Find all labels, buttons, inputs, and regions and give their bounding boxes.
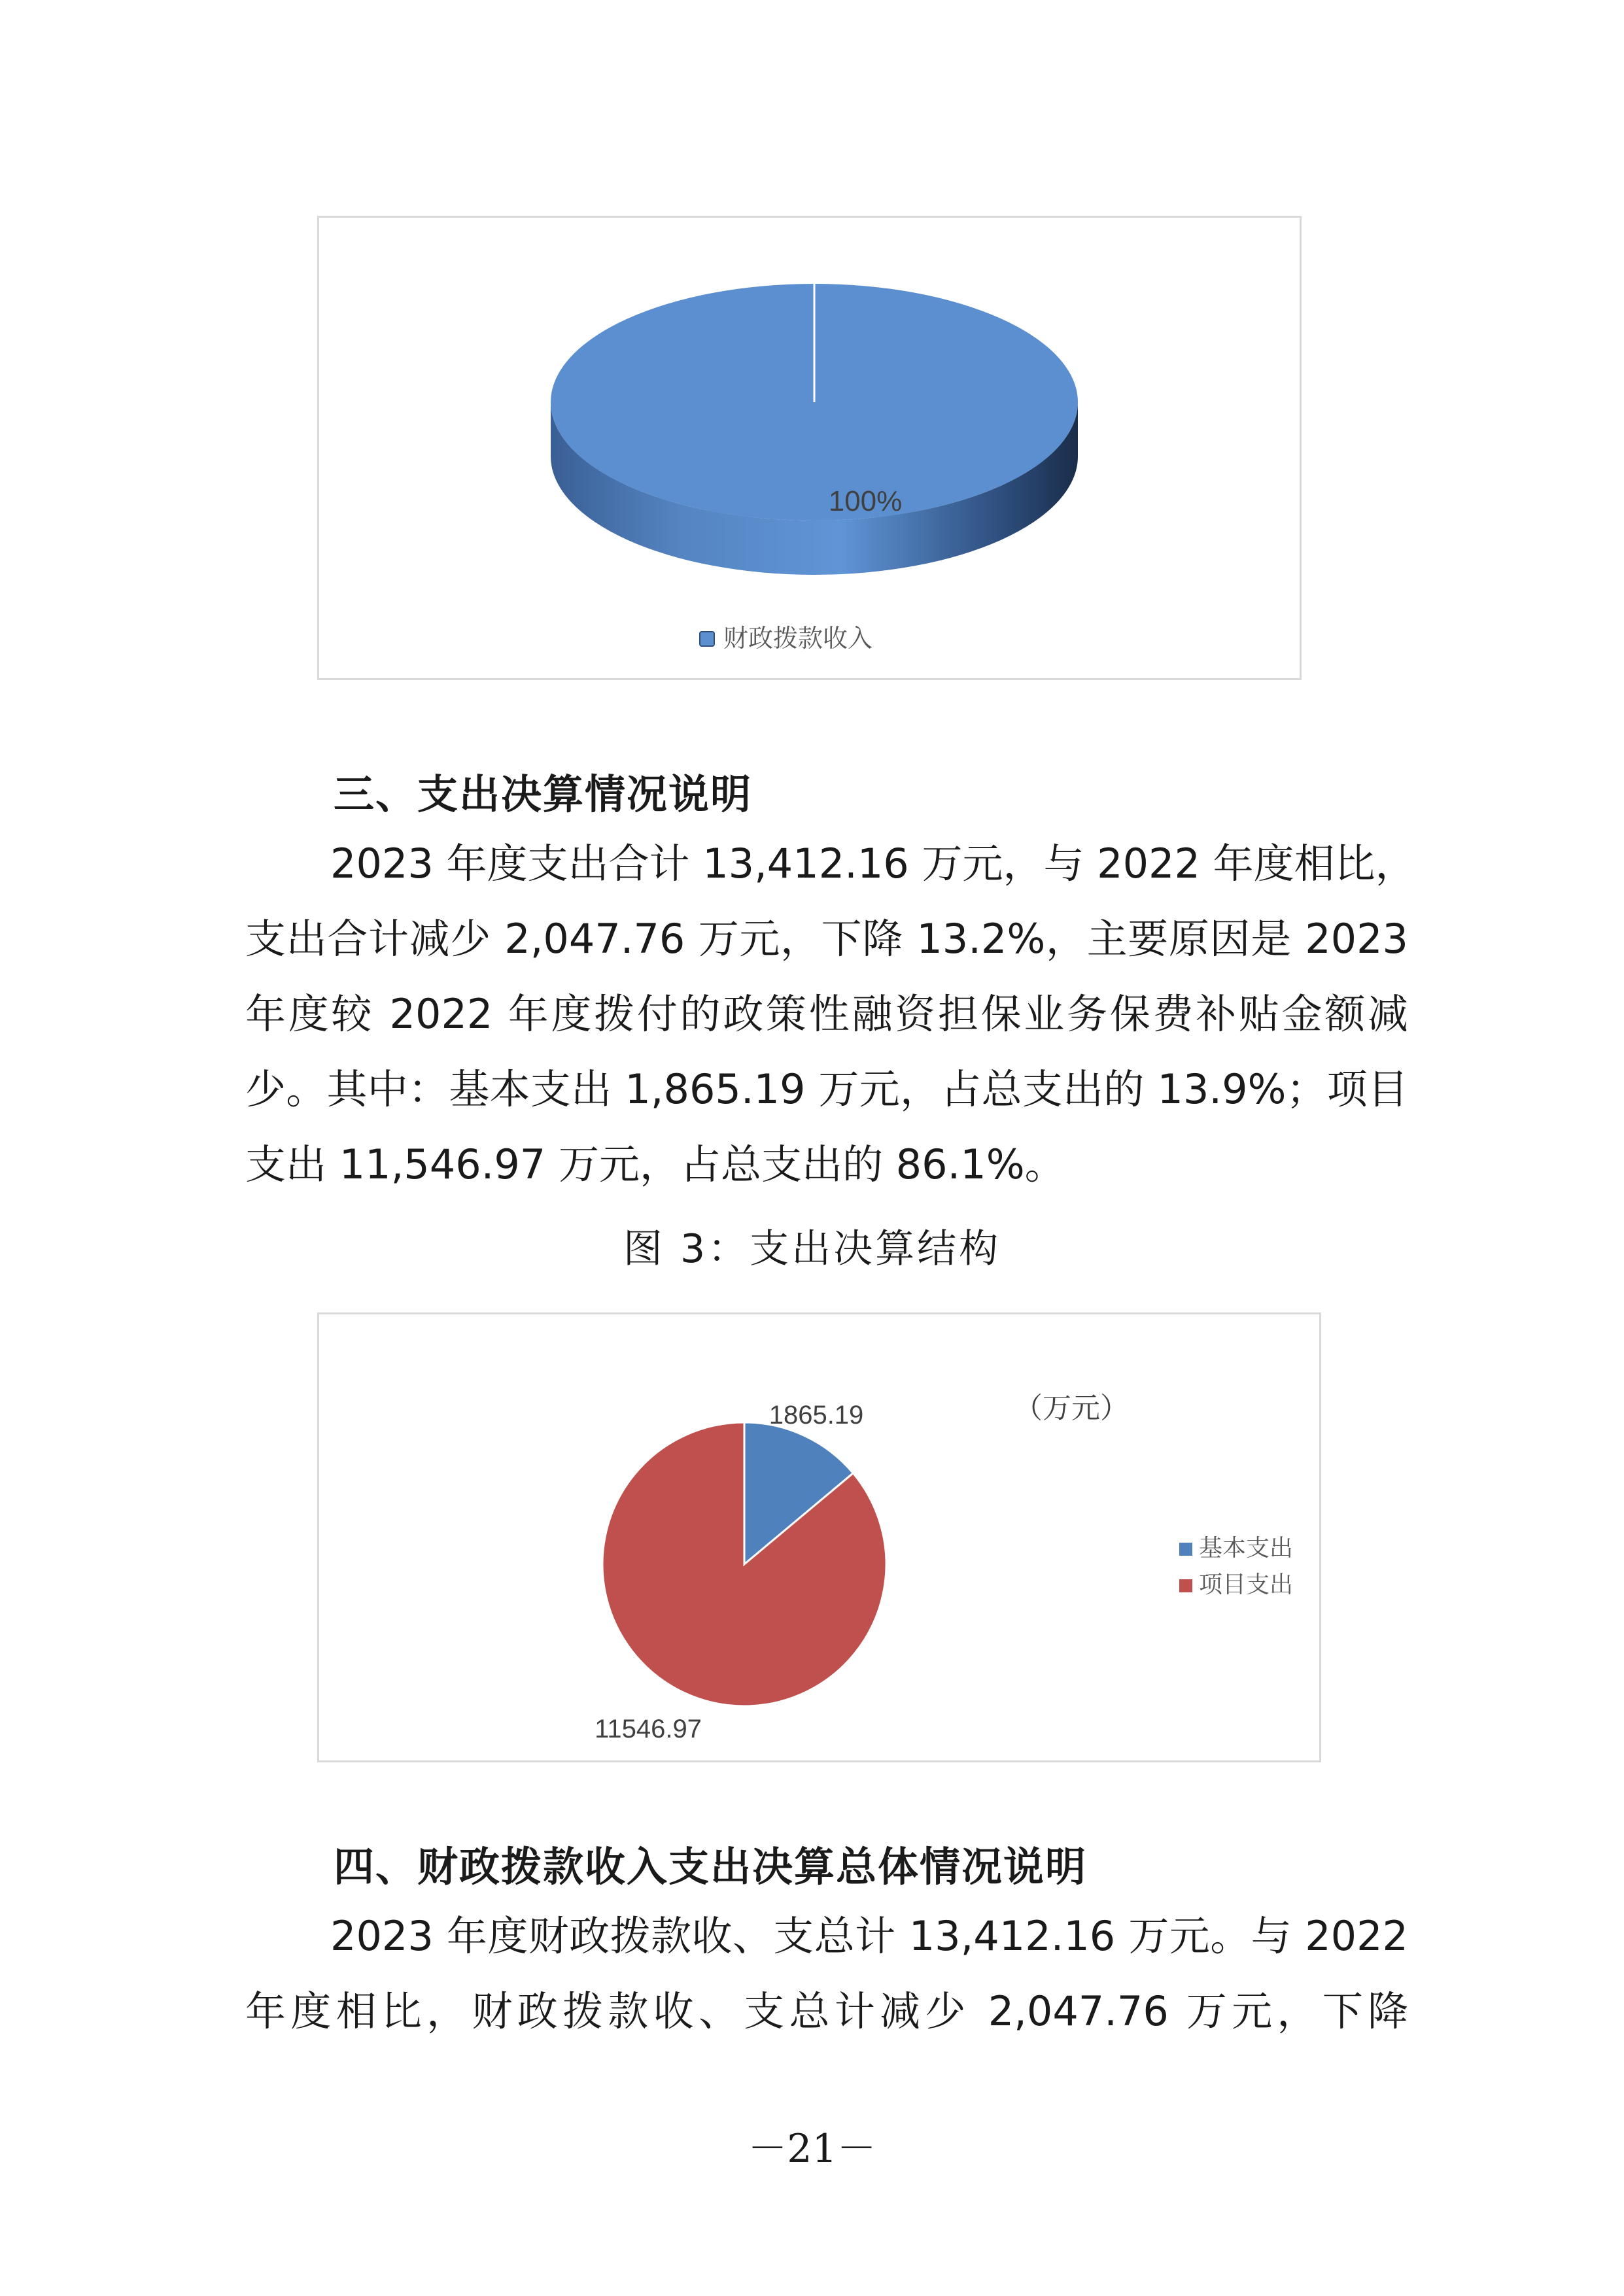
unit-note: （万元） xyxy=(1014,1392,1129,1425)
page-number: －21－ xyxy=(748,2126,876,2172)
legend-swatch xyxy=(700,632,714,646)
section3-line: 支出合计减少 2,047.76 万元，下降 13.2%，主要原因是 2023 xyxy=(245,915,1408,963)
section3-line: 年度较 2022 年度拨付的政策性融资担保业务保费补贴金额减 xyxy=(245,990,1408,1038)
legend-label-basic: 基本支出 xyxy=(1199,1535,1294,1562)
section3-line: 2023 年度支出合计 13,412.16 万元，与 2022 年度相比， xyxy=(330,840,1416,887)
legend-label-project: 项目支出 xyxy=(1199,1571,1294,1598)
legend-swatch-basic xyxy=(1179,1543,1192,1556)
expenditure-structure-chart xyxy=(317,1312,1321,1762)
section3-heading: 三、支出决算情况说明 xyxy=(334,770,753,818)
legend-label: 财政拨款收入 xyxy=(723,624,873,653)
income-pie-svg xyxy=(319,218,1304,682)
section3-line: 少。其中：基本支出 1,865.19 万元，占总支出的 13.9%；项目 xyxy=(245,1065,1408,1113)
section4-line: 年度相比，财政拨款收、支总计减少 2,047.76 万元，下降 xyxy=(245,1987,1408,2035)
data-label-basic: 1865.19 xyxy=(769,1401,864,1430)
expenditure-pie-svg xyxy=(319,1314,1323,1764)
income-structure-chart xyxy=(317,216,1302,680)
pie-slices xyxy=(602,1422,886,1706)
section4-heading: 四、财政拨款收入支出决算总体情况说明 xyxy=(334,1843,1088,1891)
legend-swatch-project xyxy=(1179,1579,1192,1592)
data-label-project: 11546.97 xyxy=(595,1715,702,1743)
figure3-caption: 图 3：支出决算结构 xyxy=(623,1226,1001,1272)
pie-data-label: 100% xyxy=(828,485,903,517)
section3-line: 支出 11,546.97 万元，占总支出的 86.1%。 xyxy=(245,1140,1065,1188)
section4-line: 2023 年度财政拨款收、支总计 13,412.16 万元。与 2022 xyxy=(330,1912,1408,1960)
